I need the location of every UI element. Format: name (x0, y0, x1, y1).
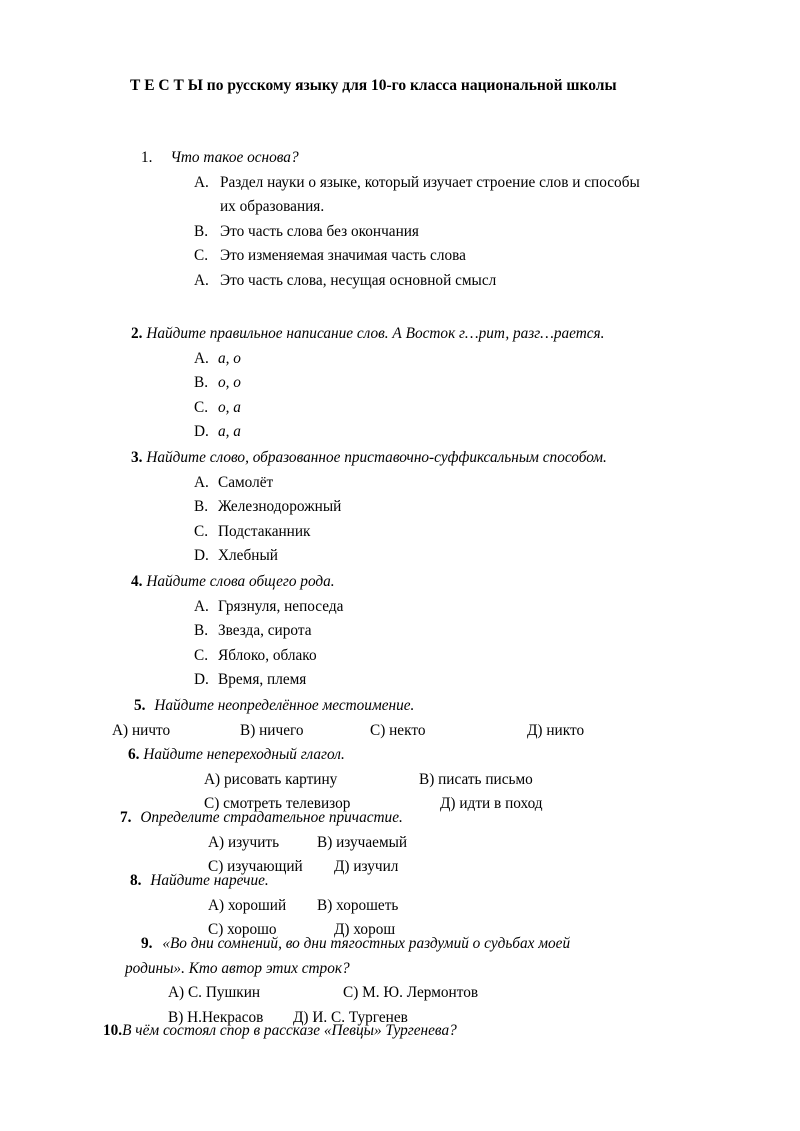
option-item[interactable] (194, 244, 741, 269)
option-item[interactable] (208, 894, 286, 919)
question-3-stem (131, 446, 746, 471)
question-9-stem-text-1: «Во дни сомнений, во дни тягостных раздумий о судьбах моей (162, 935, 571, 952)
question-5-stem (112, 694, 752, 719)
option-text: Железнодорожный (218, 498, 342, 516)
document-title: Т Е С Т Ы по русскому языку для 10-го класса национальной школы (130, 77, 617, 94)
option-key: В) (317, 833, 333, 851)
option-text: а, о (218, 349, 241, 367)
option-text: их образования. (220, 198, 325, 216)
option-text: ничто (131, 721, 171, 739)
option-text: хорош (353, 921, 396, 939)
option-key: В) (168, 1008, 184, 1026)
option-key: А) (112, 721, 129, 739)
option-text: Это изменяемая значимая часть слова (220, 247, 466, 265)
question-3-options (194, 471, 746, 569)
option-text: хорошеть (336, 896, 399, 914)
option-key: Д) (334, 858, 350, 876)
option-text: Это часть слова, несущая основной смысл (220, 271, 497, 289)
option-key: A. (194, 597, 209, 615)
option-key: D. (194, 423, 209, 441)
option-text: изучил (353, 858, 399, 876)
question-2-options (194, 347, 741, 445)
option-key: B. (194, 374, 209, 392)
question-6-stem-text: Найдите непереходный глагол. (143, 746, 345, 763)
option-item[interactable] (370, 719, 425, 744)
option-key: В) (240, 721, 256, 739)
option-item[interactable] (317, 894, 398, 919)
option-item[interactable] (208, 831, 279, 856)
option-item-continuation (194, 195, 741, 220)
option-text: никто (546, 721, 585, 739)
question-9-stem-line-2 (103, 957, 743, 982)
option-key: С) (204, 795, 220, 813)
option-item[interactable] (112, 719, 170, 744)
option-item[interactable] (194, 347, 741, 372)
option-item[interactable] (168, 981, 260, 1006)
question-6-number: 6. (128, 746, 140, 763)
question-5-options (112, 719, 752, 744)
question-5-number: 5. (134, 697, 146, 714)
option-key: B. (194, 622, 209, 640)
option-key: В) (419, 770, 435, 788)
option-key: B. (194, 498, 209, 516)
question-4 (131, 570, 741, 693)
question-2-number: 2. (131, 325, 143, 342)
option-text: некто (389, 721, 426, 739)
option-key: B. (194, 222, 209, 240)
option-text: С. Пушкин (187, 984, 261, 1002)
question-5 (112, 694, 752, 743)
option-item[interactable] (419, 768, 533, 793)
question-3 (131, 446, 746, 569)
option-text: а, а (218, 423, 241, 441)
question-10 (103, 1019, 763, 1044)
option-text: Яблоко, облако (218, 646, 317, 664)
option-text: смотреть телевизор (223, 795, 351, 813)
option-key: С) (343, 984, 359, 1002)
option-item[interactable] (240, 719, 304, 744)
option-key: В) (317, 896, 333, 914)
option-key: А) (208, 833, 225, 851)
option-key: Д) (334, 921, 350, 939)
question-6-stem (112, 743, 752, 768)
option-text: Это часть слова без окончания (220, 222, 419, 240)
option-text: И. С. Тургенев (312, 1008, 408, 1026)
option-key: C. (194, 398, 209, 416)
option-item[interactable] (194, 644, 741, 669)
option-text: изучаемый (336, 833, 408, 851)
option-key: C. (194, 522, 209, 540)
option-key: С) (208, 858, 224, 876)
option-text: хорошо (227, 921, 277, 939)
option-key: Д) (527, 721, 543, 739)
question-4-options (194, 595, 741, 693)
option-key: С) (208, 921, 224, 939)
option-key: D. (194, 547, 209, 565)
question-8-stem-text: Найдите наречие. (150, 872, 269, 889)
question-1-number: 1. (141, 149, 153, 166)
question-2-stem-text: Найдите правильное написание слов. А Восток г…рит, разг…рается. (146, 325, 605, 342)
option-item[interactable] (194, 619, 741, 644)
option-text: Н.Некрасов (187, 1008, 264, 1026)
question-7-stem (112, 806, 752, 831)
question-3-number: 3. (131, 449, 143, 466)
option-item[interactable] (194, 396, 741, 421)
question-5-stem-text: Найдите неопределённое местоимение. (154, 697, 415, 714)
question-10-stem (103, 1019, 763, 1044)
question-4-stem-text: Найдите слова общего рода. (146, 573, 335, 590)
option-key: A. (194, 173, 209, 191)
option-text: хороший (227, 896, 287, 914)
option-key: С) (370, 721, 386, 739)
question-8-number: 8. (130, 872, 142, 889)
option-item[interactable] (194, 520, 746, 545)
option-item[interactable] (194, 371, 741, 396)
option-item[interactable] (194, 269, 741, 294)
question-9-options-row-1 (103, 981, 743, 1006)
option-text: Звезда, сирота (218, 622, 312, 640)
option-text: о, а (218, 398, 241, 416)
option-item[interactable] (343, 981, 478, 1006)
question-9-stem-text-2: родины». Кто автор этих строк? (125, 959, 350, 977)
option-text: Самолёт (218, 473, 274, 491)
option-key: C. (194, 247, 209, 265)
option-key: А) (208, 896, 225, 914)
option-text: рисовать картину (223, 770, 338, 788)
option-item[interactable] (194, 171, 741, 196)
question-1-options (194, 171, 741, 294)
question-9 (103, 932, 743, 1030)
question-7-number: 7. (120, 809, 132, 826)
question-1 (141, 146, 741, 294)
option-item[interactable] (204, 768, 337, 793)
question-3-stem-text: Найдите слово, образованное приставочно-суффиксальным способом. (146, 449, 607, 466)
option-key: A. (194, 271, 209, 289)
option-key: A. (194, 349, 209, 367)
option-text: ничего (259, 721, 304, 739)
question-10-number: 10. (103, 1022, 123, 1039)
option-key: А) (168, 984, 185, 1002)
question-4-stem (131, 570, 741, 595)
question-7-stem-text: Определите страдательное причастие. (140, 809, 403, 826)
question-10-stem-text: В чём состоял спор в рассказе «Певцы» Тургенева? (122, 1022, 457, 1039)
option-text: Раздел науки о языке, который изучает строение слов и способы (220, 173, 640, 191)
option-text: Грязнуля, непоседа (218, 597, 344, 615)
option-key: D. (194, 671, 209, 689)
option-item[interactable] (194, 220, 741, 245)
option-text: о, о (218, 374, 241, 392)
question-1-stem-text: Что такое основа? (170, 149, 299, 166)
option-key: C. (194, 646, 209, 664)
option-text: идти в поход (459, 795, 543, 813)
option-text: Время, племя (218, 671, 307, 689)
option-text: Хлебный (218, 547, 278, 565)
question-2-stem (131, 322, 741, 347)
option-item[interactable] (194, 471, 746, 496)
question-6-options-row-1 (112, 768, 752, 793)
option-item[interactable] (527, 719, 584, 744)
option-key: А) (204, 770, 221, 788)
question-9-number: 9. (141, 935, 153, 952)
question-7-options-row-1 (112, 831, 752, 856)
option-text: изучить (227, 833, 280, 851)
option-item[interactable] (194, 595, 741, 620)
option-text: Подстаканник (218, 522, 311, 540)
option-text: М. Ю. Лермонтов (362, 984, 479, 1002)
question-4-number: 4. (131, 573, 143, 590)
question-2 (131, 322, 741, 445)
question-9-stem-line-1 (103, 932, 743, 957)
option-key: A. (194, 473, 209, 491)
option-key: Д) (293, 1008, 309, 1026)
question-8-stem (112, 869, 752, 894)
option-item[interactable] (194, 420, 741, 445)
question-8-options-row-1 (112, 894, 752, 919)
option-item[interactable] (317, 831, 407, 856)
option-key: Д) (440, 795, 456, 813)
option-text: писать письмо (438, 770, 533, 788)
question-1-stem (141, 146, 741, 171)
option-item[interactable] (194, 495, 746, 520)
option-text: изучающий (227, 858, 303, 876)
option-item[interactable] (194, 544, 746, 569)
option-item[interactable] (194, 668, 741, 693)
